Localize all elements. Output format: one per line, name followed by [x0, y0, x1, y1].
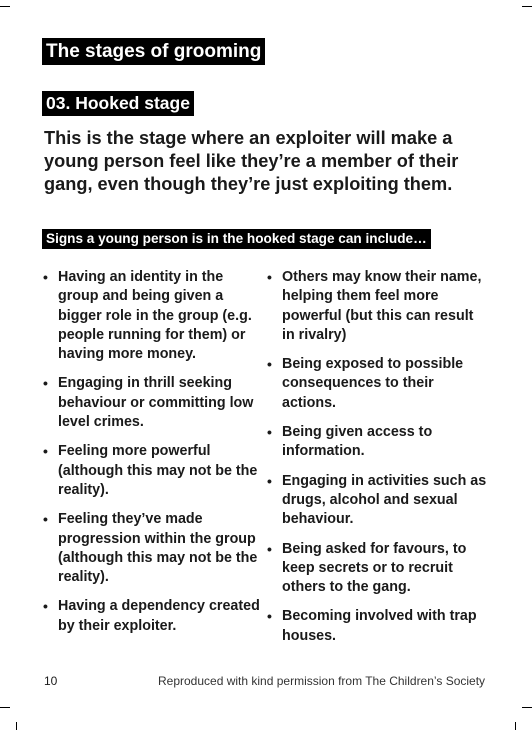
list-item: • Engaging in activities such as drugs, alcohol and sexual behaviour. [267, 472, 489, 530]
right-bullet-list [267, 268, 489, 656]
list-item: • Having an identity in the group and being given a bigger role in the group (e.g. people running for them) or having more money. [43, 268, 265, 364]
crop-mark [522, 707, 532, 708]
list-item: • Engaging in thrill seeking behaviour or committing low level crimes. [43, 374, 265, 432]
list-item: • Being given access to information. [267, 423, 489, 462]
list-item: • Being exposed to possible consequences to their actions. [267, 355, 489, 413]
list-item: • Having a dependency created by their exploiter. [43, 597, 265, 636]
left-bullet-list [43, 268, 265, 646]
page-title: The stages of grooming [42, 38, 265, 65]
list-item: • Feeling they’ve made progression within the group (although this may not be the reality). [43, 510, 265, 587]
crop-mark [0, 6, 10, 7]
crop-mark [16, 722, 17, 730]
stage-heading: 03. Hooked stage [42, 91, 194, 116]
list-item: • Feeling more powerful (although this may not be the reality). [43, 442, 265, 500]
intro-text: This is the stage where an exploiter will make a young person feel like they’re a member of their gang, even though they’re just exploiting them. [44, 128, 459, 194]
signs-heading: Signs a young person is in the hooked stage can include… [42, 229, 431, 249]
crop-mark [522, 6, 532, 7]
footer-credit: Reproduced with kind permission from The Children’s Society [158, 674, 486, 688]
crop-mark [0, 707, 10, 708]
crop-mark [515, 722, 516, 730]
list-item: • Others may know their name, helping them feel more powerful (but this can result in rivalry) [267, 268, 489, 345]
page-number: 10 [44, 674, 58, 688]
list-item: • Being asked for favours, to keep secrets or to recruit others to the gang. [267, 540, 489, 598]
list-item: • Becoming involved with trap houses. [267, 607, 489, 646]
